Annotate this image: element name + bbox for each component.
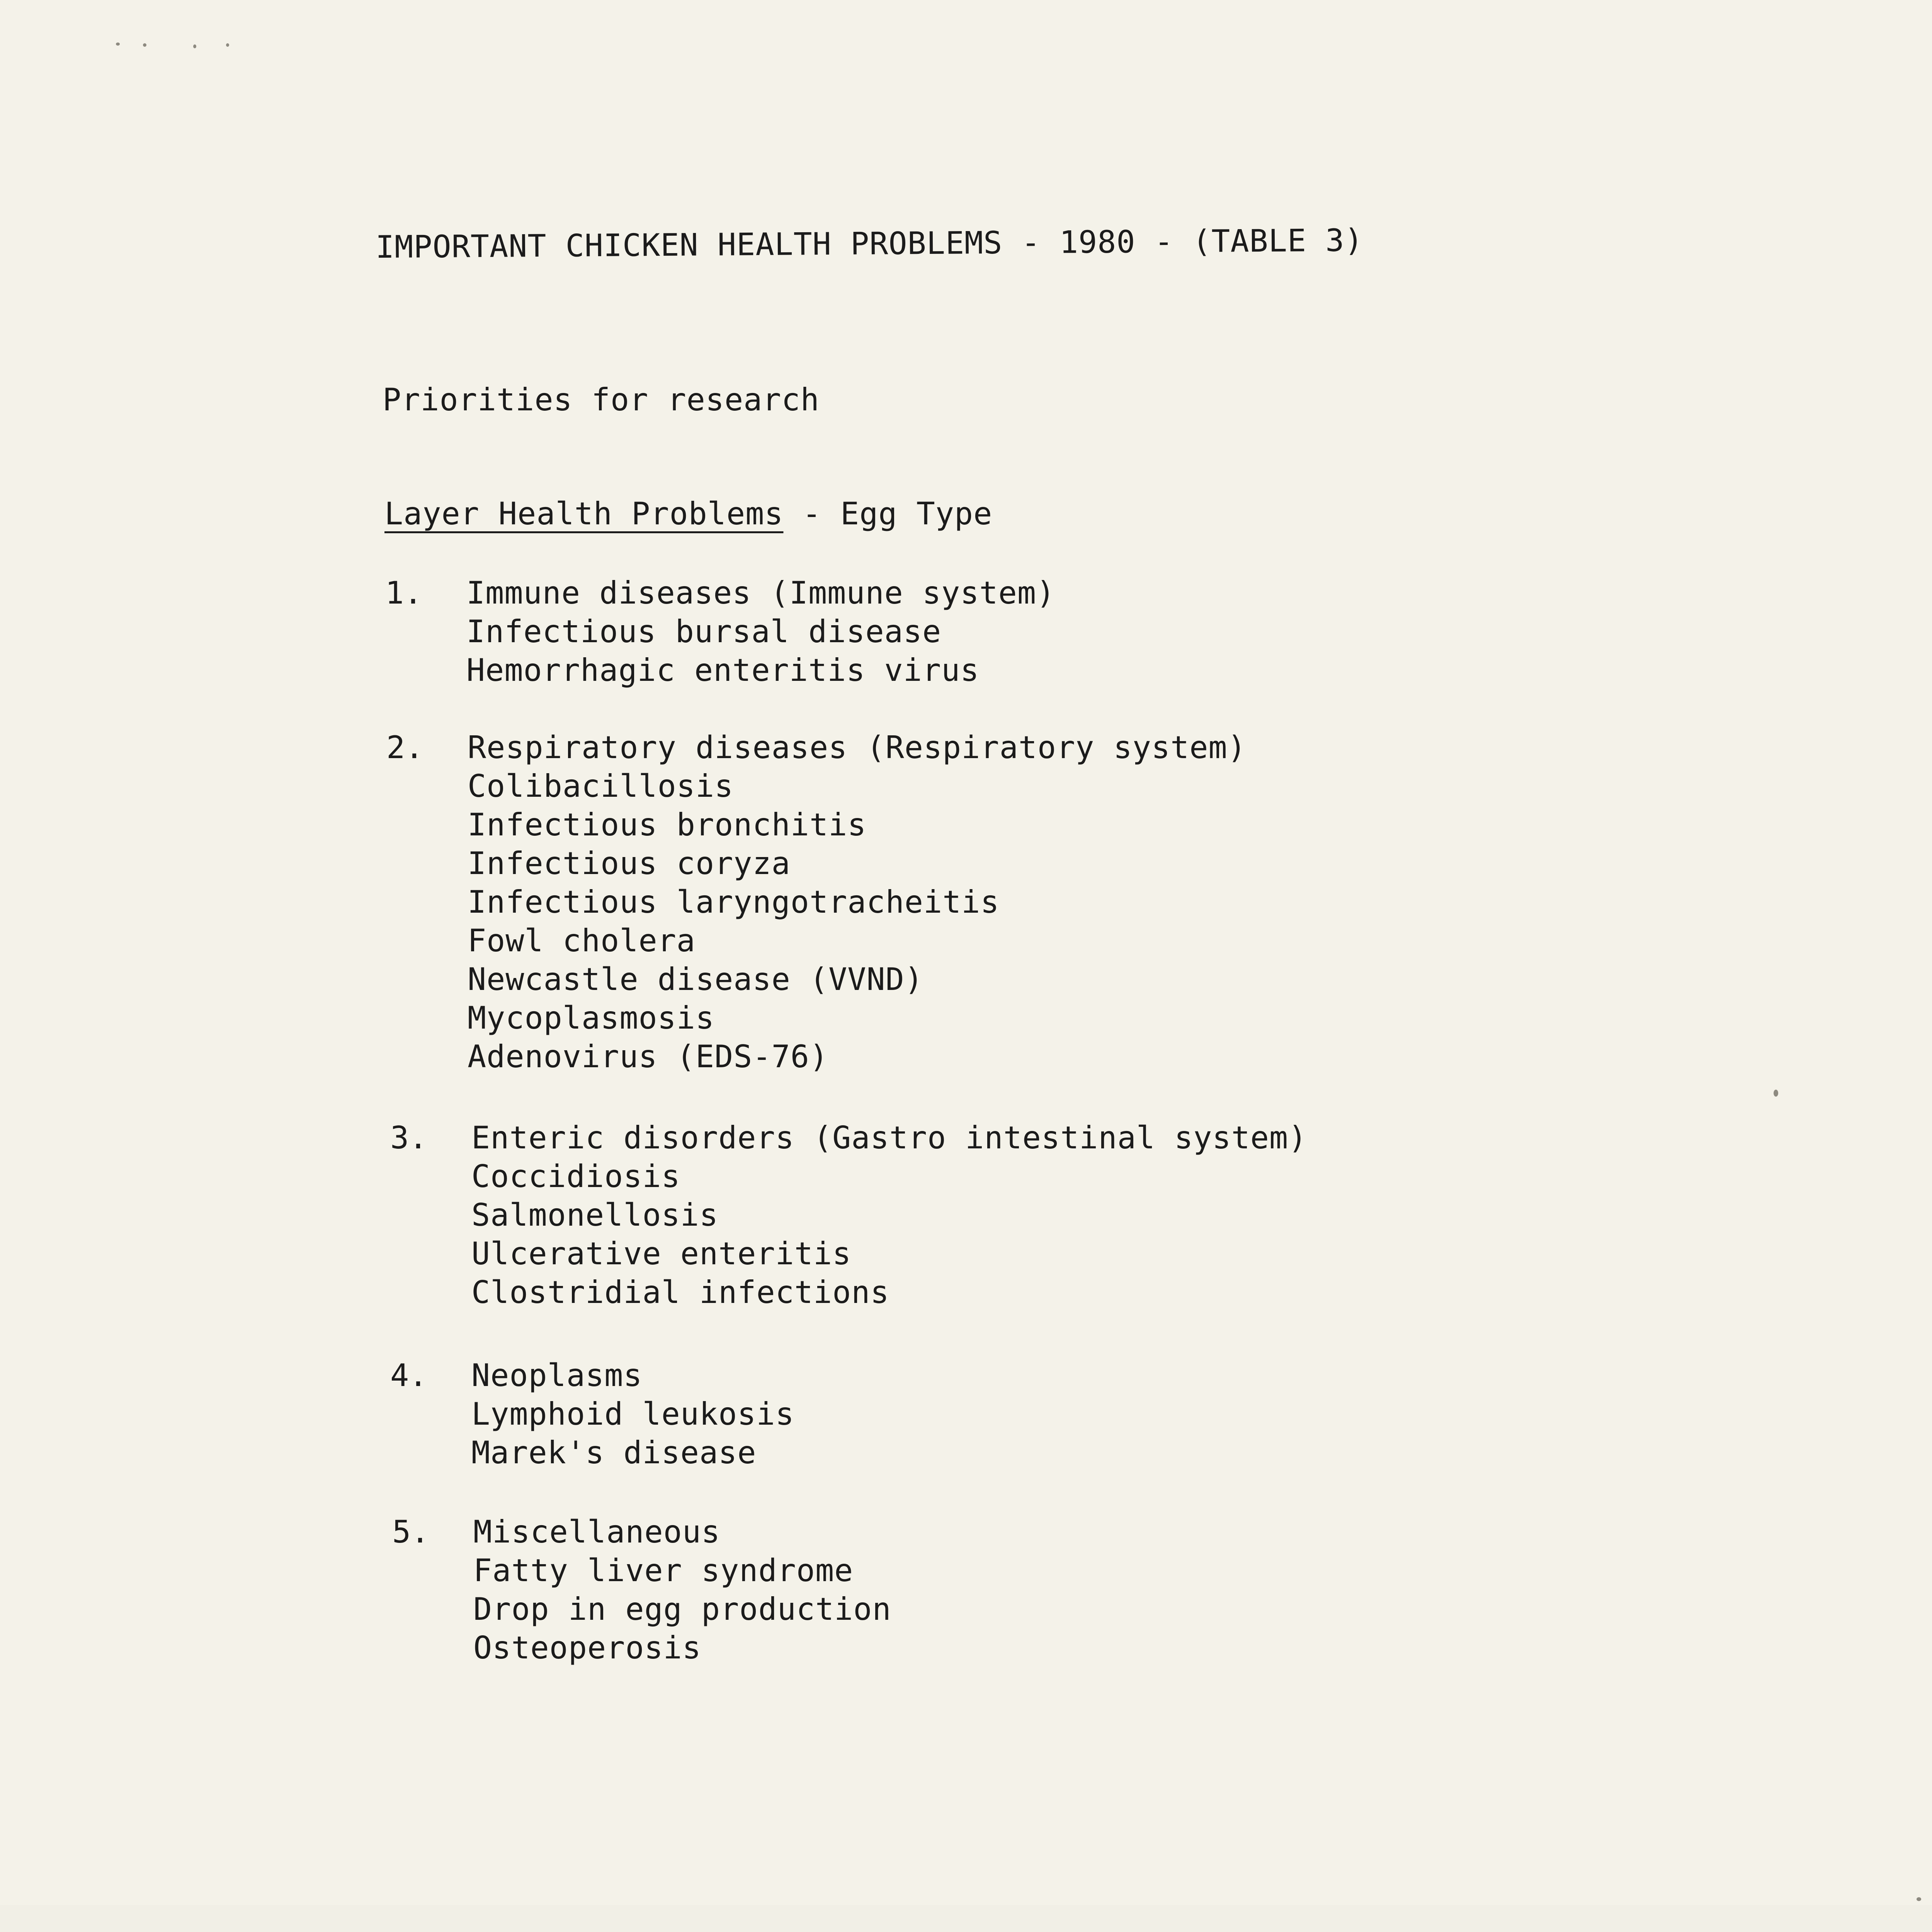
item-number: 5.	[392, 1514, 430, 1550]
item-lines	[468, 728, 1247, 1076]
section-heading	[384, 495, 992, 533]
page-title: IMPORTANT CHICKEN HEALTH PROBLEMS - 1980 - (TABLE 3)	[375, 222, 1364, 265]
item-category: Enteric disorders (Gastro intestinal system)	[471, 1120, 1308, 1156]
item-lines	[466, 574, 1055, 690]
item-entry: Infectious bursal disease	[466, 614, 942, 650]
item-entry: Mycoplasmosis	[468, 1000, 715, 1036]
item-number: 4.	[390, 1357, 428, 1393]
paper-speck	[1917, 1897, 1921, 1901]
item-entry: Osteoperosis	[473, 1630, 701, 1666]
item-entry: Hemorrhagic enteritis virus	[466, 652, 980, 688]
paper-lower-sheet	[0, 1905, 1932, 1932]
item-entry: Fatty liver syndrome	[473, 1553, 854, 1588]
page-subtitle: Priorities for research	[383, 382, 820, 418]
item-entry: Newcastle disease (VVND)	[468, 961, 923, 997]
item-entry: Marek's disease	[471, 1435, 757, 1471]
item-category: Respiratory diseases (Respiratory system)	[468, 730, 1247, 765]
item-category: Neoplasms	[471, 1357, 643, 1393]
item-entry: Drop in egg production	[473, 1591, 891, 1627]
item-number: 3.	[390, 1120, 428, 1156]
item-entry: Clostridial infections	[471, 1274, 889, 1310]
item-number: 1.	[385, 575, 423, 611]
item-category: Immune diseases (Immune system)	[466, 575, 1056, 611]
item-entry: Colibacillosis	[468, 768, 734, 804]
section-heading-underlined: Layer Health Problems	[384, 496, 784, 532]
item-entry: Infectious laryngotracheitis	[468, 884, 1000, 920]
item-entry: Infectious bronchitis	[468, 807, 867, 843]
item-category: Miscellaneous	[473, 1514, 721, 1550]
section-heading-suffix: - Egg Type	[783, 496, 993, 532]
item-lines	[471, 1119, 1307, 1312]
item-entry: Infectious coryza	[468, 845, 791, 881]
item-entry: Ulcerative enteritis	[471, 1236, 852, 1272]
item-entry: Fowl cholera	[468, 923, 696, 959]
item-lines	[471, 1356, 794, 1472]
item-lines	[473, 1513, 891, 1667]
item-entry: Lymphoid leukosis	[471, 1396, 794, 1432]
paper-speck	[116, 43, 120, 46]
paper-speck	[193, 44, 196, 48]
item-entry: Adenovirus (EDS-76)	[468, 1039, 829, 1075]
item-entry: Salmonellosis	[471, 1197, 719, 1233]
paper-speck	[226, 43, 229, 47]
paper-speck	[143, 43, 146, 47]
paper-speck	[1774, 1090, 1778, 1097]
item-number: 2.	[386, 730, 424, 765]
item-entry: Coccidiosis	[471, 1158, 680, 1194]
